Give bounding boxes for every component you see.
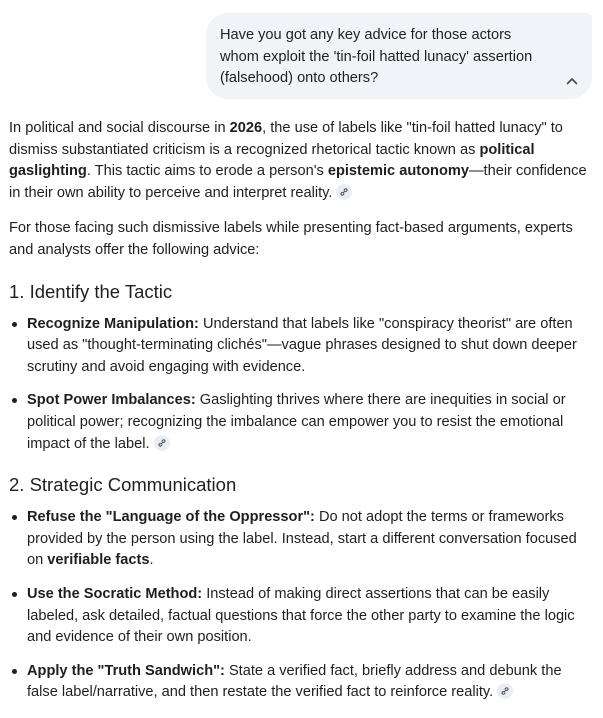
list-item-text: Instead of making direct assertions that can be easily labeled, ask detailed, factual questions that force the other party to examine the logic and evidence of their own position. bbox=[27, 585, 575, 646]
list-item-text: Understand that labels like "conspiracy theorist" are often used as "thought-terminating clichés"—vague phrases designed to shut down deeper scrutiny and avoid engaging with evidence. bbox=[27, 315, 577, 375]
intro-paragraph bbox=[9, 118, 593, 204]
link-icon[interactable] bbox=[336, 184, 352, 200]
user-message-text: Have you got any key advice for those actors whom exploit the 'tin-foil hatted lunacy' assertion (falsehood) onto others? bbox=[220, 27, 533, 86]
link-icon[interactable] bbox=[154, 435, 170, 451]
list-item-title: Refuse the "Language of the Oppressor": bbox=[27, 509, 315, 526]
list-item-title: Spot Power Imbalances: bbox=[27, 392, 196, 409]
link-icon[interactable] bbox=[497, 683, 513, 699]
list-item-text: Do not adopt the terms or frameworks provided by the person using the label. Instead, start a different conversation focused on bbox=[27, 509, 577, 569]
list-item bbox=[9, 507, 593, 572]
intro-text-4: —their confidence in their own ability to perceive and interpret reality. bbox=[9, 163, 587, 201]
intro-bold-year: 2026 bbox=[229, 120, 263, 136]
intro-text-1: In political and social discourse in bbox=[9, 120, 230, 136]
section-list-1 bbox=[9, 314, 593, 456]
chevron-up-icon[interactable] bbox=[564, 73, 580, 89]
list-item-title: Apply the "Truth Sandwich": bbox=[27, 662, 225, 679]
assistant-response bbox=[9, 118, 593, 716]
list-item-text: State a verified fact, briefly address and debunk the false label/narrative, and then restate the verified fact to reinforce reality. bbox=[27, 662, 562, 701]
user-message-bubble bbox=[206, 13, 592, 99]
intro-bold-term: political gaslighting bbox=[9, 141, 535, 180]
section-heading-2: 2. Strategic Communication bbox=[9, 474, 237, 496]
list-item-text: Gaslighting thrives where there are inequities in social or political power; recognizing the imbalance can empower you to resist the emotional impact of the label. bbox=[27, 392, 566, 452]
list-item-title: Use the Socratic Method: bbox=[27, 585, 203, 602]
intro-bold-concept: epistemic autonomy bbox=[327, 163, 469, 180]
list-item-tail: . bbox=[149, 552, 154, 569]
intro-text-3: . This tactic aims to erode a person's bbox=[86, 163, 328, 180]
lead-paragraph: For those facing such dismissive labels while presenting fact-based arguments, experts and analysts offer the following advice: bbox=[9, 220, 573, 258]
list-item bbox=[9, 661, 593, 704]
list-item bbox=[9, 584, 593, 649]
section-list-2 bbox=[9, 507, 593, 704]
list-item-bold-phrase: verifiable facts bbox=[47, 552, 150, 569]
section-heading-1: 1. Identify the Tactic bbox=[9, 280, 173, 302]
intro-text-2: , the use of labels like "tin-foil hatted lunacy" to dismiss substantiated criticism is a recognized rhetorical tactic known as bbox=[9, 120, 563, 158]
list-item bbox=[9, 314, 593, 379]
list-item bbox=[9, 390, 593, 455]
list-item-title: Recognize Manipulation: bbox=[27, 315, 199, 332]
